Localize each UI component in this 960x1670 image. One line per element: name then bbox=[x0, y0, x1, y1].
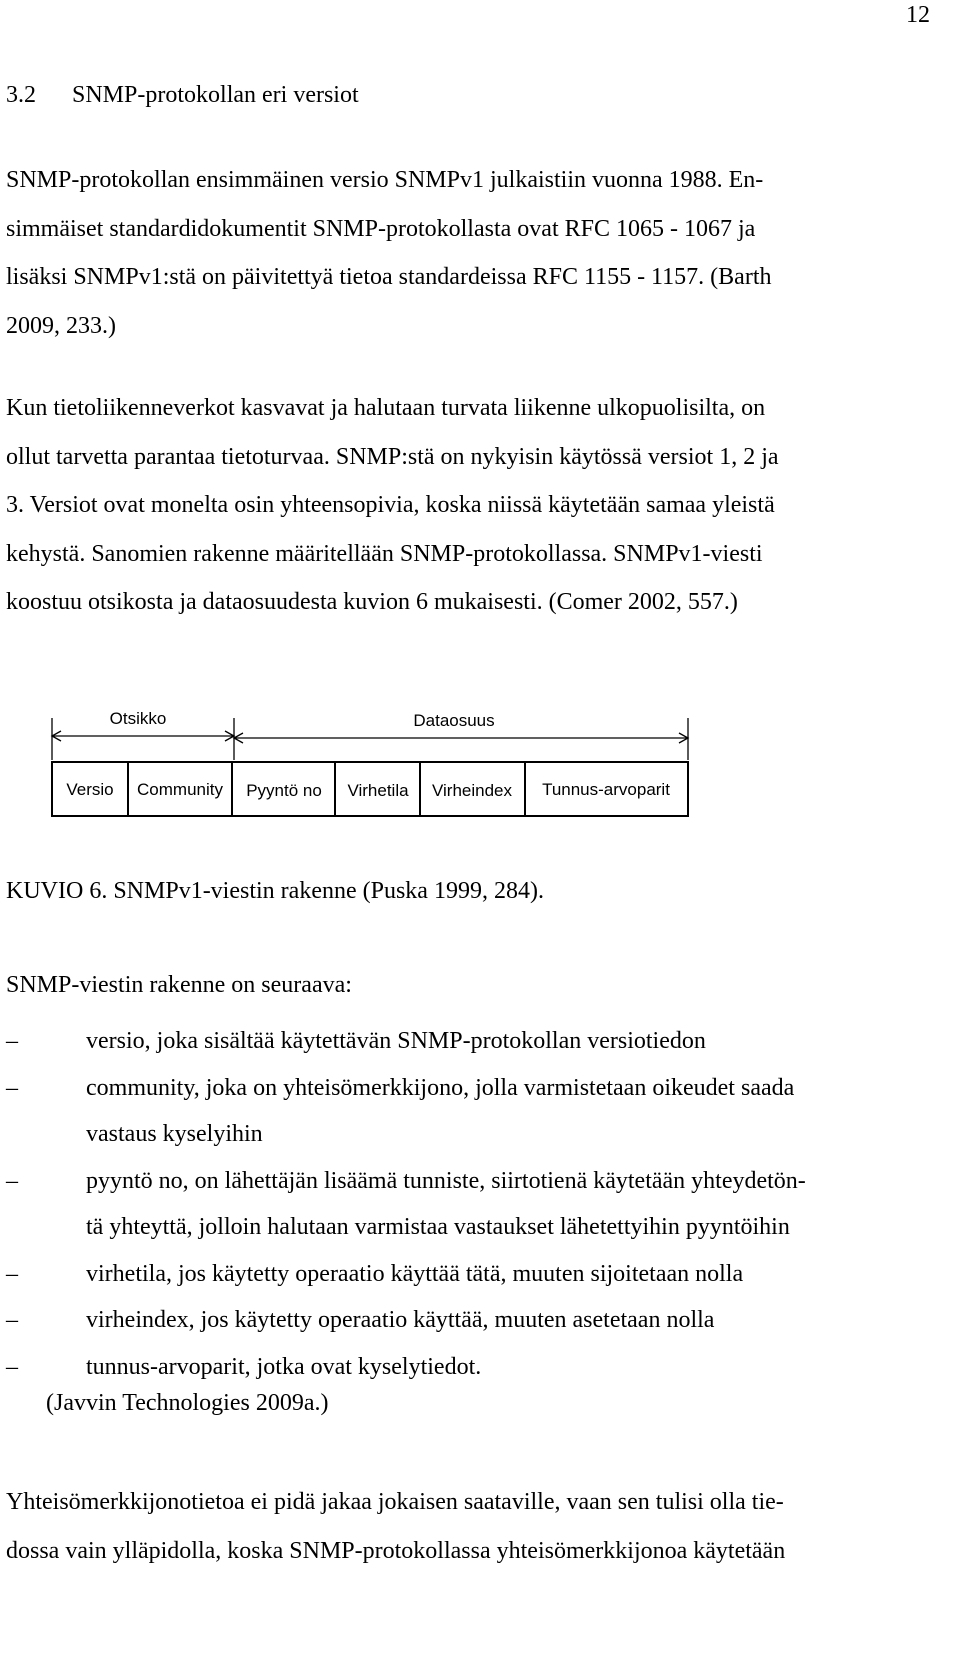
list-item-line: tä yhteyttä, jolloin halutaan varmistaa vastaukset lähetettyihin pyyntöihin bbox=[86, 1214, 790, 1240]
field-virheindex: Virheindex bbox=[431, 781, 513, 800]
section-title: SNMP-protokollan eri versiot bbox=[72, 82, 359, 108]
paragraph-line: simmäiset standardidokumentit SNMP-protokollasta ovat RFC 1065 - 1067 ja bbox=[6, 215, 756, 242]
section-number: 3.2 bbox=[6, 82, 36, 108]
list-item-line: virheindex, jos käytetty operaatio käyttää, muuten asetetaan nolla bbox=[86, 1307, 715, 1333]
list-item-line: versio, joka sisältää käytettävän SNMP-protokollan versiotiedon bbox=[86, 1028, 706, 1054]
data-section-label: Dataosuus bbox=[413, 711, 495, 730]
list-item bbox=[6, 1344, 936, 1391]
list-item bbox=[6, 1158, 936, 1251]
snmp-message-structure-figure bbox=[48, 700, 748, 880]
dash-bullet: – bbox=[6, 1028, 18, 1054]
list-item bbox=[6, 1065, 936, 1158]
page-number: 12 bbox=[906, 2, 930, 28]
list-source-citation: (Javvin Technologies 2009a.) bbox=[46, 1390, 329, 1416]
paragraph-line: kehystä. Sanomien rakenne määritellään SNMP-protokollassa. SNMPv1-viesti bbox=[6, 540, 763, 567]
field-virhetila: Virhetila bbox=[347, 781, 409, 800]
paragraph-line: 3. Versiot ovat monelta osin yhteensopivia, koska niissä käytetään samaa yleistä bbox=[6, 492, 775, 518]
dash-bullet: – bbox=[6, 1353, 18, 1380]
paragraph-line: lisäksi SNMPv1:stä on päivitettyä tietoa standardeissa RFC 1155 - 1157. (Barth bbox=[6, 264, 772, 290]
list-intro: SNMP-viestin rakenne on seuraava: bbox=[6, 972, 352, 998]
paragraph-line: SNMP-protokollan ensimmäinen versio SNMPv1 julkaistiin vuonna 1988. En- bbox=[6, 167, 764, 193]
field-tunnus-arvoparit: Tunnus-arvoparit bbox=[542, 780, 670, 799]
dash-bullet: – bbox=[6, 1167, 18, 1194]
field-community: Community bbox=[137, 780, 223, 799]
dash-bullet: – bbox=[6, 1260, 18, 1287]
list-item-line: pyyntö no, on lähettäjän lisäämä tunniste, siirtotienä käytetään yhteydetön- bbox=[86, 1167, 806, 1194]
header-section-label: Otsikko bbox=[109, 709, 167, 728]
paragraph-1 bbox=[6, 156, 936, 350]
paragraph-line: Kun tietoliikenneverkot kasvavat ja halutaan turvata liikenne ulkopuolisilta, on bbox=[6, 395, 766, 421]
paragraph-3 bbox=[6, 1478, 936, 1575]
list-item-line: tunnus-arvoparit, jotka ovat kyselytiedot. bbox=[86, 1353, 482, 1380]
dash-bullet: – bbox=[6, 1307, 18, 1333]
list-item-line: virhetila, jos käytetty operaatio käyttää tätä, muuten sijoitetaan nolla bbox=[86, 1260, 744, 1287]
paragraph-line: dossa vain ylläpidolla, koska SNMP-protokollassa yhteisömerkkijonoa käytetään bbox=[6, 1537, 786, 1564]
list-item bbox=[6, 1251, 936, 1298]
figure-caption: KUVIO 6. SNMPv1-viestin rakenne (Puska 1999, 284). bbox=[6, 878, 544, 904]
field-versio: Versio bbox=[66, 780, 114, 799]
field-pyynto-no: Pyyntö no bbox=[246, 781, 322, 800]
list-item bbox=[6, 1297, 936, 1344]
message-structure-list bbox=[6, 1018, 936, 1390]
paragraph-line: Yhteisömerkkijonotietoa ei pidä jakaa jokaisen saataville, vaan sen tulisi olla tie- bbox=[6, 1489, 784, 1515]
paragraph-2 bbox=[6, 384, 936, 627]
paragraph-line: koostuu otsikosta ja dataosuudesta kuvion 6 mukaisesti. (Comer 2002, 557.) bbox=[6, 589, 738, 615]
paragraph-line: ollut tarvetta parantaa tietoturvaa. SNMP:stä on nykyisin käytössä versiot 1, 2 ja bbox=[6, 443, 779, 470]
list-item-line: community, joka on yhteisömerkkijono, jolla varmistetaan oikeudet saada bbox=[86, 1074, 795, 1101]
section-heading bbox=[6, 82, 359, 109]
list-item-line: vastaus kyselyihin bbox=[86, 1121, 263, 1147]
list-item bbox=[6, 1018, 936, 1065]
dash-bullet: – bbox=[6, 1074, 18, 1101]
paragraph-line: 2009, 233.) bbox=[6, 312, 116, 339]
